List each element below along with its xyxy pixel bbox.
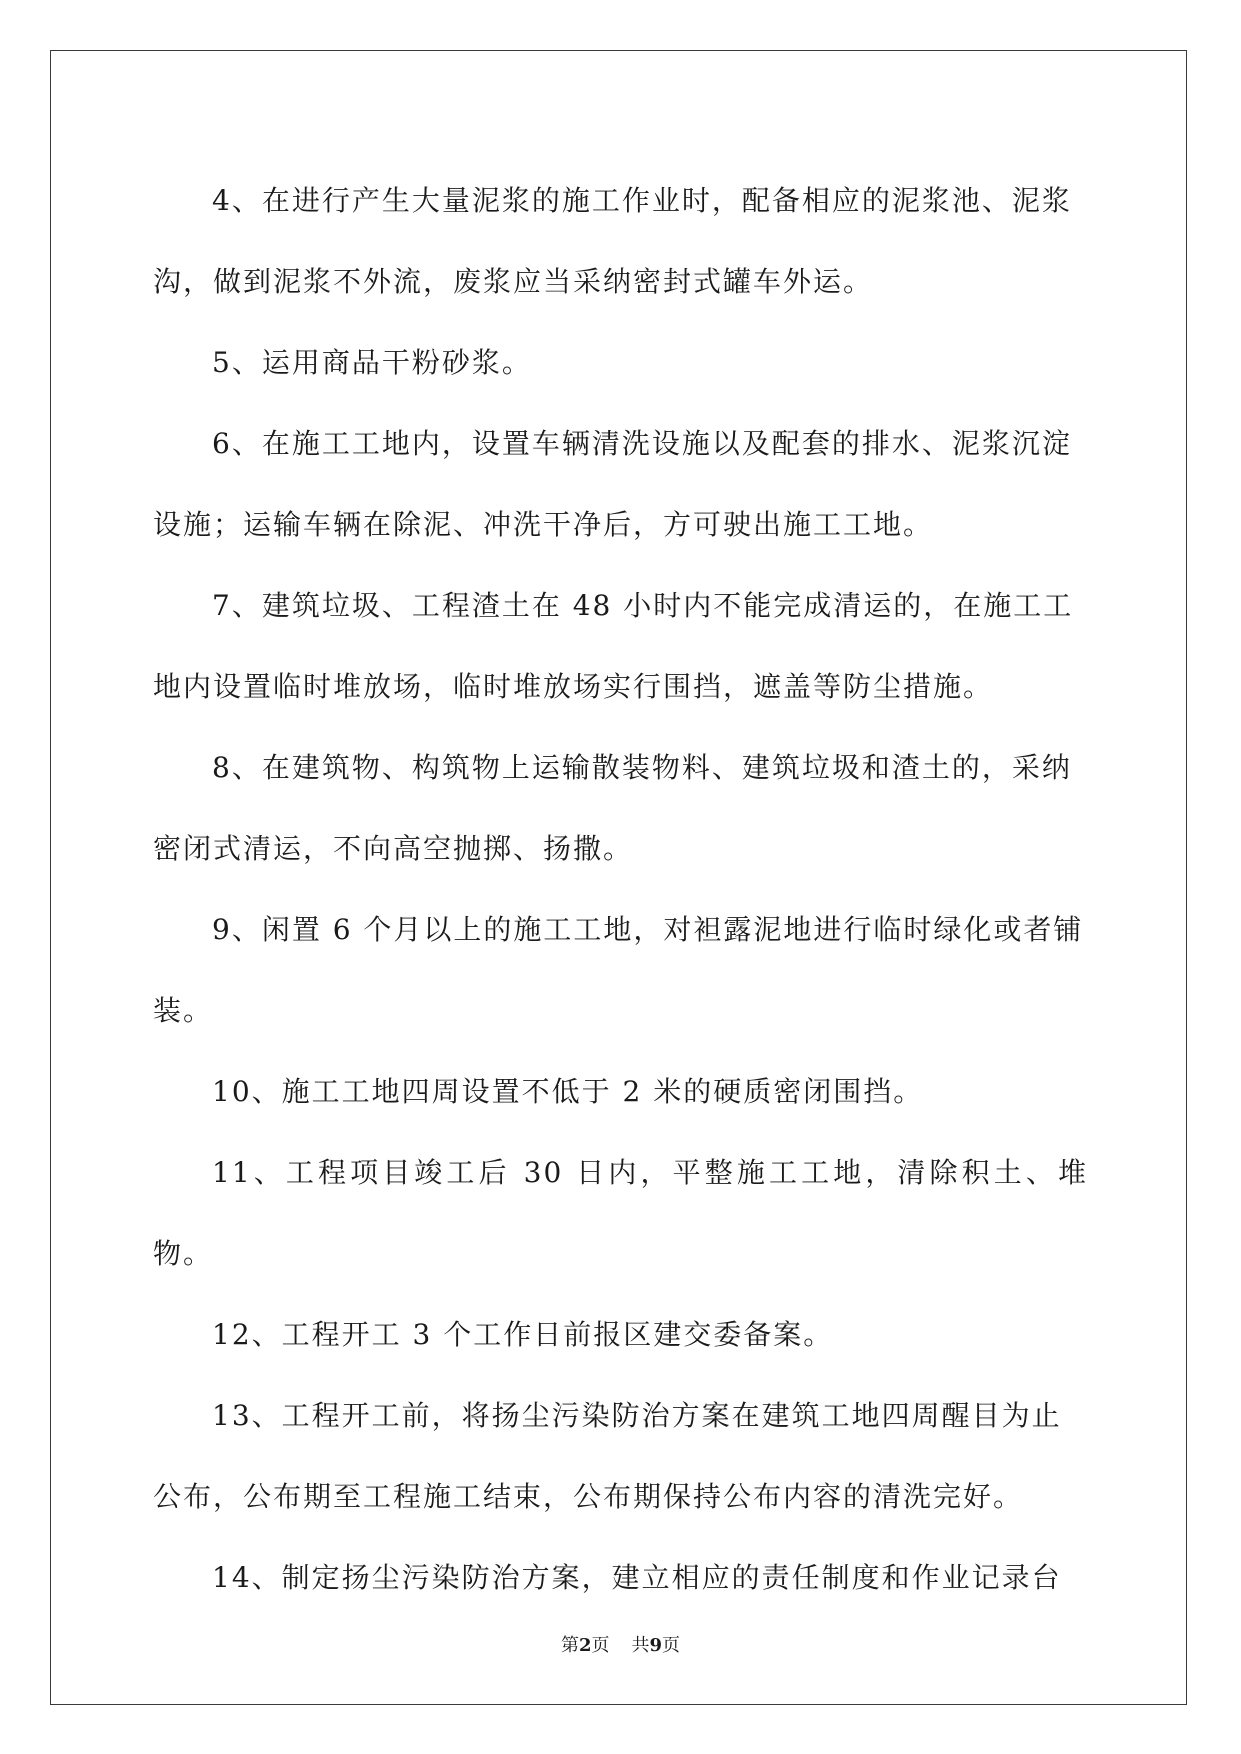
paragraph-line: 设施；运输车辆在除泥、冲洗干净后，方可驶出施工工地。 [153,508,934,541]
paragraph-line: 6、在施工工地内，设置车辆清洗设施以及配套的排水、泥浆沉淀 [212,427,1072,460]
paragraph-line: 沟，做到泥浆不外流，废浆应当采纳密封式罐车外运。 [153,265,874,298]
total-prefix: 共 [631,1635,650,1656]
paragraph-line: 8、在建筑物、构筑物上运输散装物料、建筑垃圾和渣土的，采纳 [212,751,1072,784]
paragraph-14 [153,1537,1088,1618]
paragraph-line: 12、工程开工 3 个工作日前报区建交委备案。 [212,1318,834,1351]
paragraph-13 [153,1375,1088,1537]
document-body [153,160,1088,1618]
paragraph-line: 10、施工工地四周设置不低于 2 米的硬质密闭围挡。 [212,1075,924,1108]
page-suffix: 页 [591,1635,610,1656]
page-prefix: 第 [560,1635,579,1656]
paragraph-12 [153,1294,1088,1375]
paragraph-line: 4、在进行产生大量泥浆的施工作业时，配备相应的泥浆池、泥浆 [212,184,1072,217]
paragraph-6 [153,403,1088,565]
paragraph-5 [153,322,1088,403]
paragraph-line: 11、工程项目竣工后 30 日内，平整施工工地，清除积土、堆物。 [153,1156,1088,1270]
paragraph-line: 9、闲置 6 个月以上的施工工地，对袒露泥地进行临时绿化或者铺 [212,913,1084,946]
paragraph-line: 5、运用商品干粉砂浆。 [212,346,532,379]
paragraph-line: 公布，公布期至工程施工结束，公布期保持公布内容的清洗完好。 [153,1480,1024,1513]
paragraph-10 [153,1051,1088,1132]
paragraph-7 [153,565,1088,727]
paragraph-line: 密闭式清运，不向高空抛掷、扬撒。 [153,832,634,865]
total-suffix: 页 [662,1635,681,1656]
page-footer [0,1631,1241,1657]
paragraph-line: 13、工程开工前，将扬尘污染防治方案在建筑工地四周醒目为止 [212,1399,1062,1432]
paragraph-4 [153,160,1088,322]
paragraph-line: 7、建筑垃圾、工程渣土在 48 小时内不能完成清运的，在施工工 [212,589,1074,622]
paragraph-9 [153,889,1088,1051]
total-pages: 9 [649,1635,663,1656]
paragraph-8 [153,727,1088,889]
paragraph-line: 14、制定扬尘污染防治方案，建立相应的责任制度和作业记录台 [212,1561,1062,1594]
paragraph-11 [153,1132,1088,1294]
page-number: 2 [578,1635,592,1656]
paragraph-line: 装。 [153,994,214,1027]
paragraph-line: 地内设置临时堆放场，临时堆放场实行围挡，遮盖等防尘措施。 [153,670,994,703]
